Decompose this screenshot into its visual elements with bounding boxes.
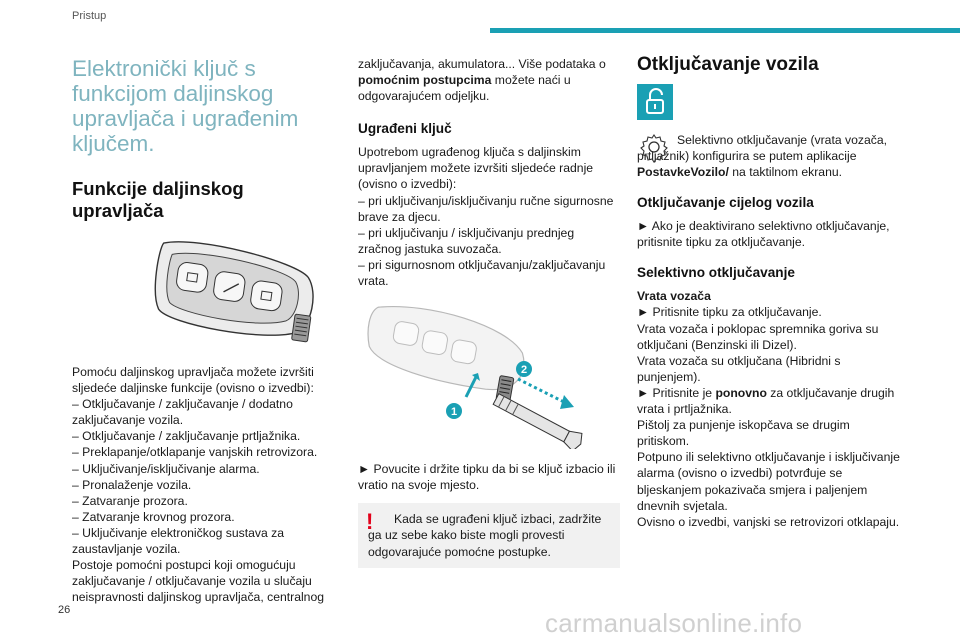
page-number: 26 (58, 604, 71, 616)
list-item: – Otključavanje / zaključavanje prtljažnika. (72, 429, 301, 444)
press-again-line (637, 385, 903, 417)
selective-line: Vrata vozača i poklopac spremnika goriva su otključani (Benzinski ili Dizel). (637, 321, 879, 352)
auxiliary-procedures-text: Postoje pomoćni postupci koji omogućuju zaključavanje / otključavanje vozila u slučaju neispravnosti daljinskog upravljača, centralnog (72, 558, 325, 605)
callout-1-label: 1 (450, 406, 458, 419)
selective-line: Ovisno o izvedbi, vanjski se retrovizori otklapaju. (637, 514, 900, 529)
list-item: – pri sigurnosnom otključavanju/zaključavanju vrata. (358, 257, 606, 289)
integrated-key-intro: Upotrebom ugrađenog ključa s daljinskim upravljanjem možete izvršiti sljedeće radnje (ovisno o izvedbi): (358, 145, 594, 192)
continued-text-bold: pomoćnim postupcima (358, 73, 492, 88)
selective-line: Potpuno ili selektivno otključavanje i isključivanje alarma (ovisno o izvedbi) potvrđuje se bljeskanjem pokazivača smjera i paljenjem dnevnih svjetala. (637, 450, 900, 513)
list-item: – Otključavanje / zaključavanje / dodatno zaključavanje vozila. (72, 397, 293, 428)
selective-line: ► Pritisnite tipku za otključavanje. (637, 305, 822, 320)
list-item: – Preklapanje/otklapanje vanjskih retrovizora. (72, 445, 318, 460)
document-title: Elektronički ključ s funkcijom daljinskog upravljača i ugrađenim ključem. (72, 56, 299, 156)
remote-key-illustration (72, 234, 334, 346)
section-heading-unlocking: Otključavanje vozila (637, 54, 819, 75)
column-2 (358, 56, 620, 568)
settings-menu-path: PostavkeVozilo/ (637, 165, 729, 180)
key-release-illustration (358, 299, 620, 449)
subheading-unlock-whole-vehicle: Otključavanje cijelog vozila (637, 195, 814, 211)
press-again-text-a: ► Pritisnite je (637, 385, 716, 400)
subheading-driver-door: Vrata vozača (637, 289, 711, 304)
warning-exclamation-icon: ! (366, 509, 374, 535)
settings-note (637, 130, 903, 180)
header-section-label: Pristup (72, 10, 107, 22)
integrated-key-list (358, 193, 620, 290)
settings-tail: na taktilnom ekranu. (728, 165, 843, 180)
callout-2-label: 2 (520, 364, 528, 377)
remote-functions-intro: Pomoću daljinskog upravljača možete izvršiti sljedeće daljinske funkcije (ovisno o izvedbi): (72, 365, 314, 396)
list-item: – Zatvaranje krovnog prozora. (72, 509, 235, 524)
press-again-text-b: za otključavanje drugih vrata i prtljažnika. (637, 385, 895, 417)
header-accent-bar (490, 28, 960, 33)
list-item: – pri uključivanju/isključivanju ručne sigurnosne brave za djecu. (358, 193, 614, 224)
continued-text-a: zaključavanja, akumulatora... Više podataka o (358, 57, 606, 71)
subheading-selective-unlocking: Selektivno otključavanje (637, 265, 795, 281)
column-3 (637, 54, 903, 530)
section-heading-integrated-key: Ugrađeni ključ (358, 121, 452, 137)
list-item: – Pronalaženje vozila. (72, 477, 192, 492)
list-item: – Zatvaranje prozora. (72, 493, 188, 508)
list-item: – pri uključivanju / isključivanju prednjeg zračnog jastuka suvozača. (358, 225, 575, 256)
gear-icon (637, 130, 671, 164)
list-item: – Uključivanje elektroničkog sustava za zaustavljanje vozila. (72, 525, 285, 557)
continued-paragraph (358, 56, 620, 104)
selective-line: Vrata vozača su otključana (Hibridni s punjenjem). (637, 353, 841, 384)
padlock-open-icon (637, 84, 673, 120)
selective-line: Pištolj za punjenje iskopčava se drugim pritiskom. (637, 418, 850, 449)
remote-functions-list (72, 396, 334, 557)
warning-text: Kada se ugrađeni ključ izbaci, zadržite ga uz sebe kako biste mogli provesti odgovarajuće pomoćne postupke. (368, 512, 602, 559)
unlock-whole-vehicle-text: ► Ako je deaktivirano selektivno otključavanje, pritisnite tipku za otključavanje. (637, 219, 890, 250)
settings-text: Selektivno otključavanje (vrata vozača, prtljažnik) konfigurira se putem aplikacije (637, 133, 888, 164)
section-heading-remote-functions: Funkcije daljinskog upravljača (72, 178, 244, 221)
watermark: carmanualsonline.info (545, 608, 803, 638)
press-again-bold: ponovno (715, 385, 767, 400)
continued-text-b: možete naći u odgovarajućem odjeljku. (358, 73, 571, 104)
key-release-instruction: ► Povucite i držite tipku da bi se ključ izbacio ili vratio na svoje mjesto. (358, 462, 616, 493)
column-1 (72, 56, 334, 605)
list-item: – Uključivanje/isključivanje alarma. (72, 461, 260, 476)
warning-box (358, 503, 620, 567)
